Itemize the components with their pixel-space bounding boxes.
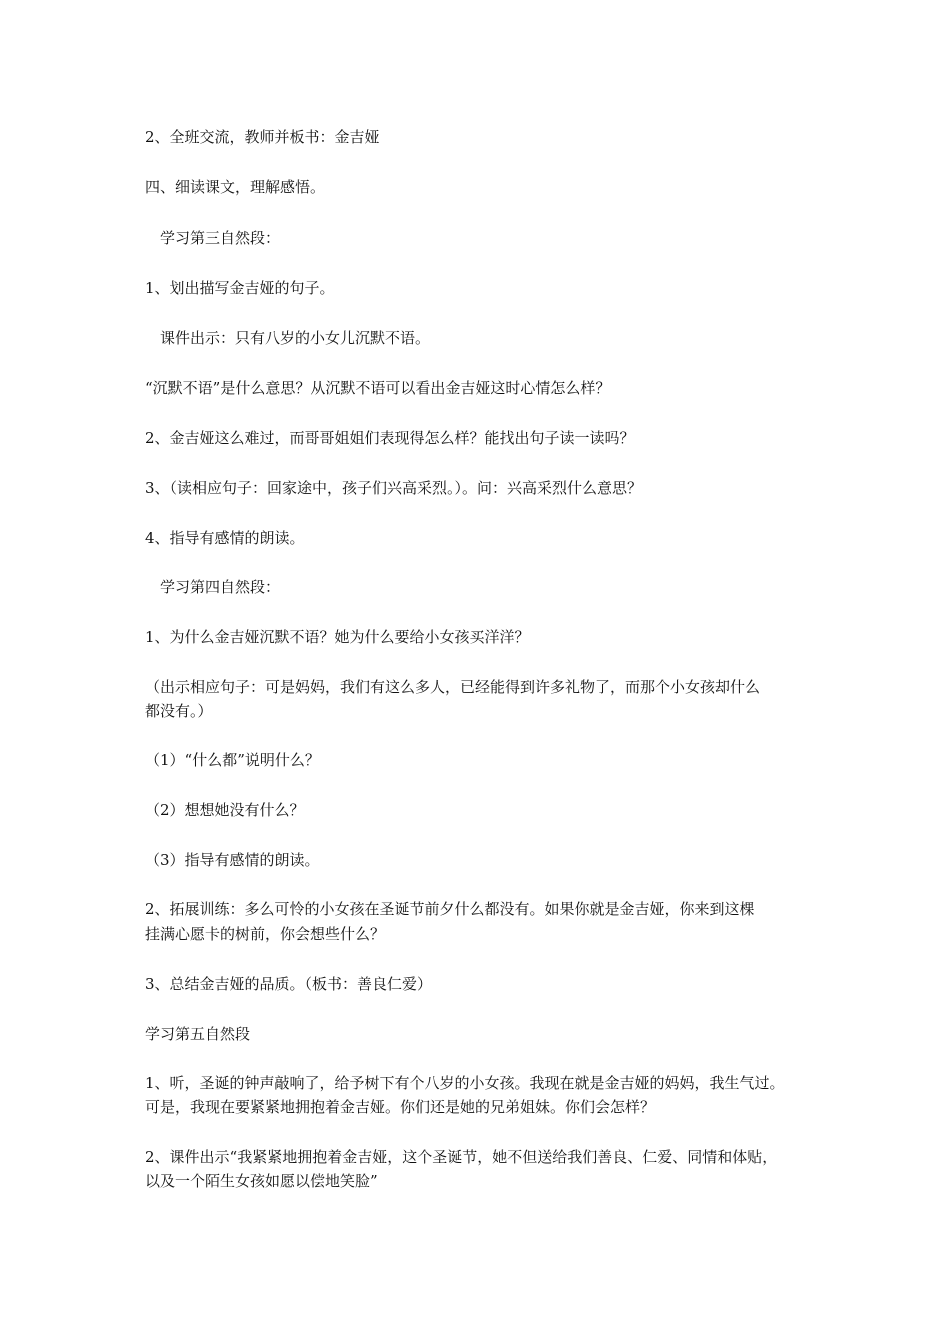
text-line: （2）想想她没有什么？: [145, 801, 305, 819]
subsection-heading: 学习第三自然段：: [160, 229, 281, 247]
text-line: 3、总结金吉娅的品质。（板书：善良仁爱）: [145, 975, 433, 993]
text-line: 2、拓展训练：多么可怜的小女孩在圣诞节前夕什么都没有。如果你就是金吉娅，你来到这棵: [145, 900, 755, 918]
section-heading: 四、细读课文，理解感悟。: [145, 178, 326, 196]
text-line: 可是，我现在要紧紧地拥抱着金吉娅。你们还是她的兄弟姐妹。你们会怎样？: [145, 1098, 656, 1116]
text-line: “沉默不语”是什么意思？从沉默不语可以看出金吉娅这时心情怎么样？: [145, 379, 611, 397]
text-line: 1、听，圣诞的钟声敲响了，给予树下有个八岁的小女孩。我现在就是金吉娅的妈妈，我生气过。: [145, 1074, 785, 1092]
text-line: 3、（读相应句子：回家途中，孩子们兴高采烈。）。问：兴高采烈什么意思？: [145, 479, 643, 497]
text-line: 2、课件出示“我紧紧地拥抱着金吉娅，这个圣诞节，她不但送给我们善良、仁爱、同情和体贴，: [145, 1148, 778, 1166]
text-line: 2、金吉娅这么难过，而哥哥姐姐们表现得怎么样？能找出句子读一读吗？: [145, 429, 635, 447]
text-line: 都没有。）: [145, 702, 213, 720]
text-line: （1）“什么都”说明什么？: [145, 751, 320, 769]
text-line: 4、指导有感情的朗读。: [145, 529, 305, 547]
text-line: 课件出示：只有八岁的小女儿沉默不语。: [160, 329, 431, 347]
subsection-heading: 学习第四自然段：: [160, 578, 281, 596]
text-line: （3）指导有感情的朗读。: [145, 851, 320, 869]
text-line: 挂满心愿卡的树前，你会想些什么？: [145, 925, 386, 943]
text-line: 以及一个陌生女孩如愿以偿地笑脸”: [145, 1172, 378, 1190]
text-line: 1、划出描写金吉娅的句子。: [145, 279, 335, 297]
text-line: 1、为什么金吉娅沉默不语？她为什么要给小女孩买洋洋？: [145, 628, 530, 646]
text-line: 2、全班交流，教师并板书：金吉娅: [145, 128, 380, 146]
text-line: （出示相应句子：可是妈妈，我们有这么多人，已经能得到许多礼物了，而那个小女孩却什么: [145, 678, 761, 696]
subsection-heading: 学习第五自然段: [145, 1025, 251, 1043]
